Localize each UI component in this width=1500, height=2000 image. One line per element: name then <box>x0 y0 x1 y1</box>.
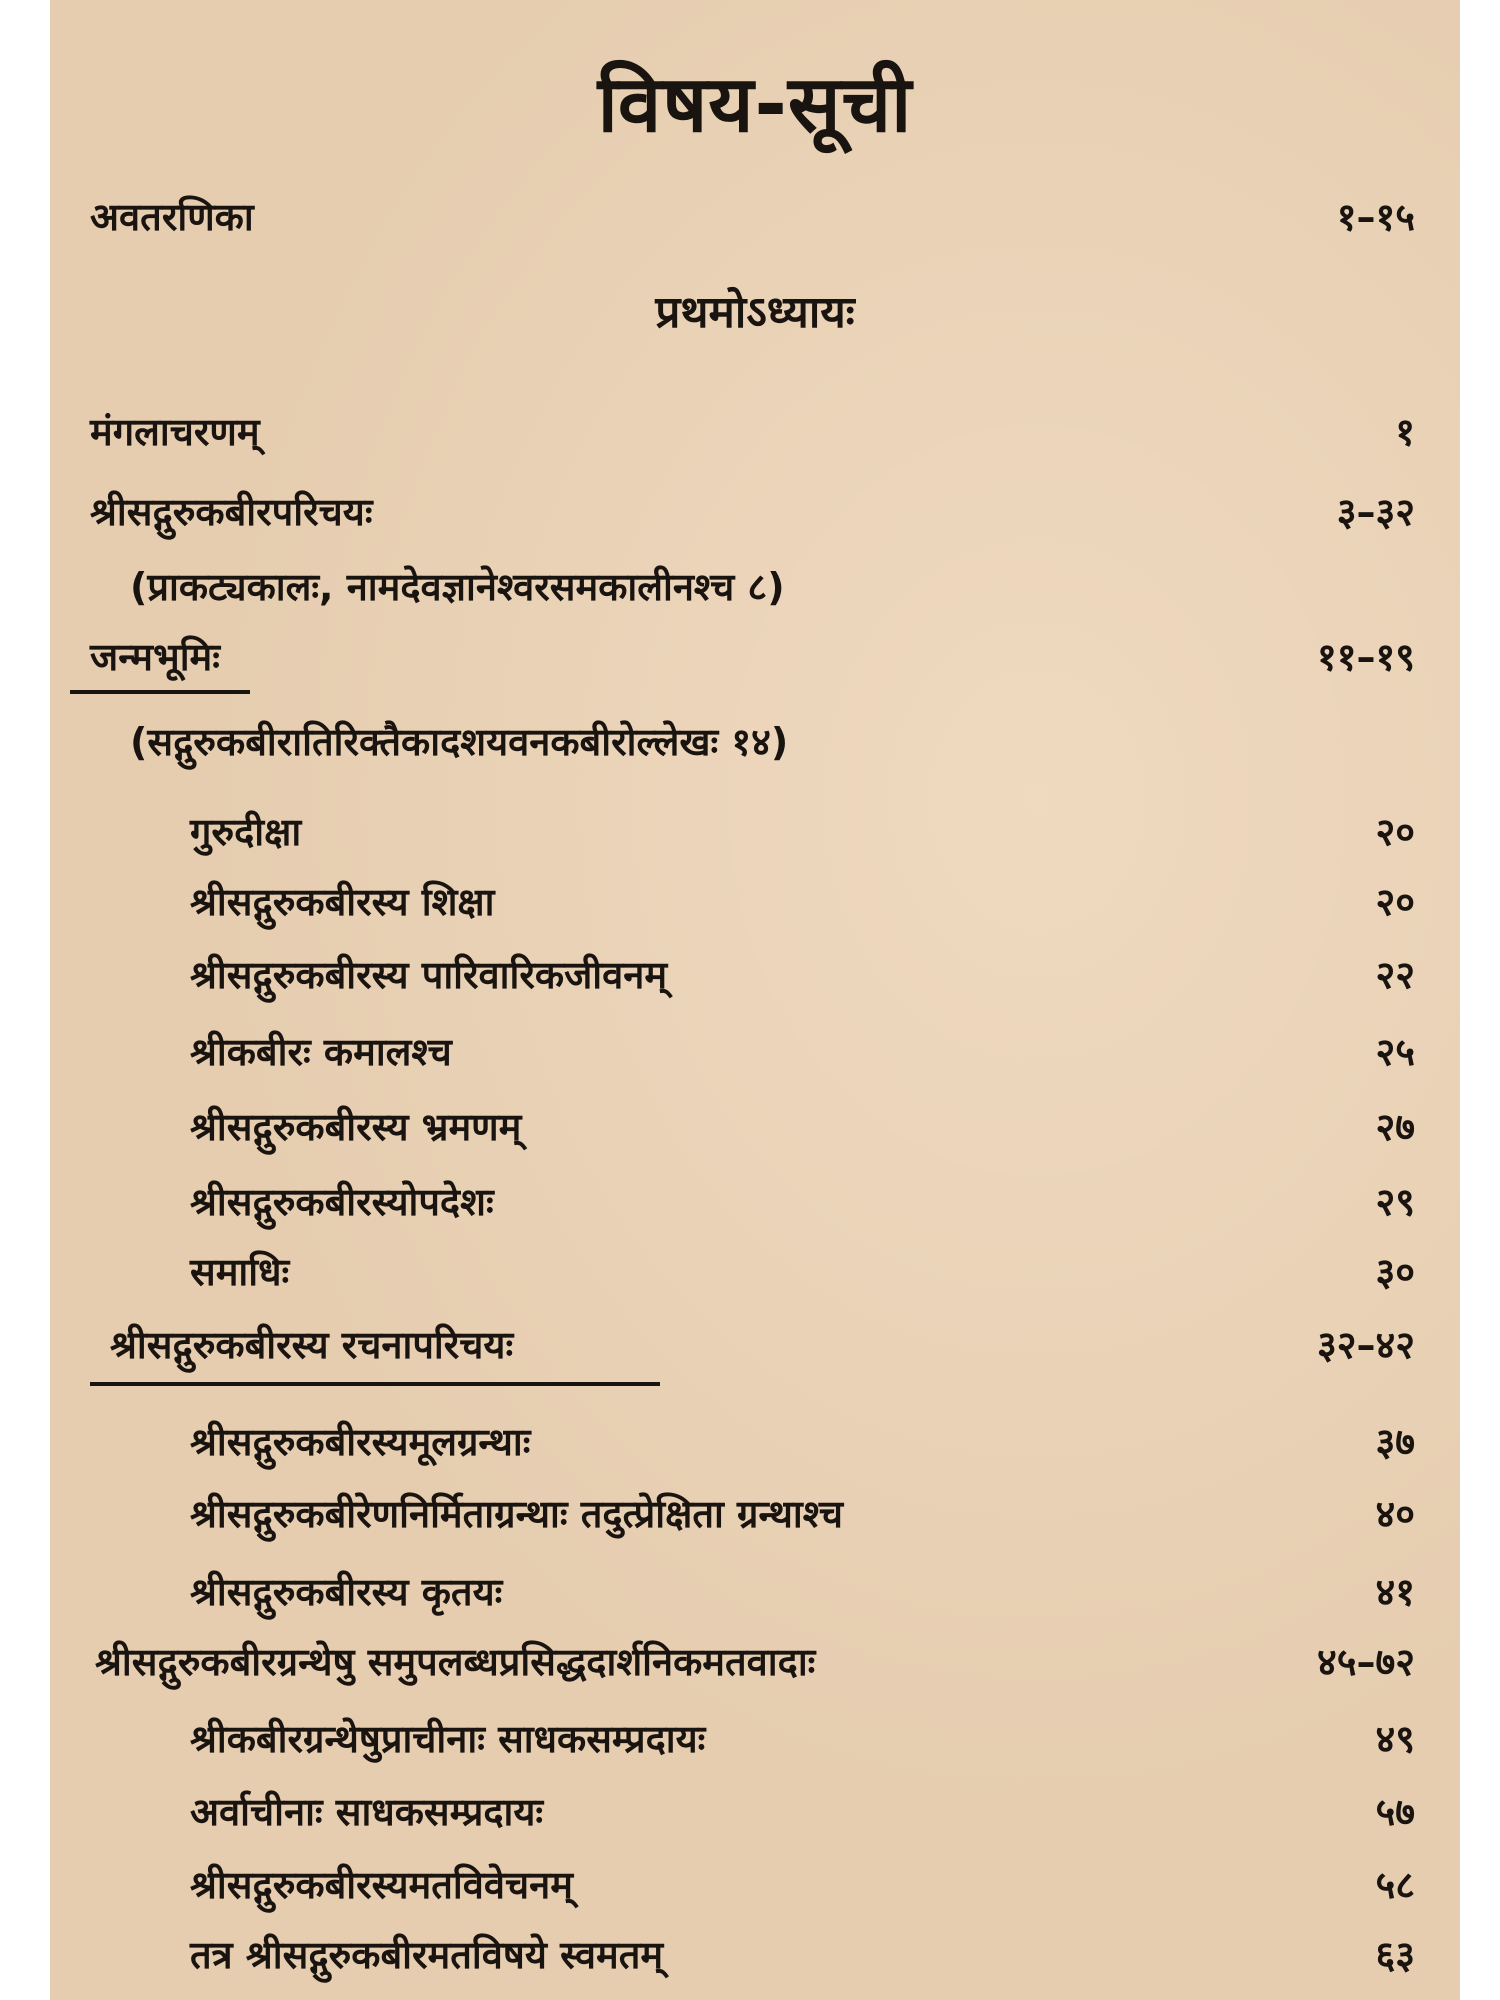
toc-entry <box>50 948 1460 1008</box>
toc-entry-label: श्रीसद्गुरुकबीरेणनिर्मिताग्रन्थाः तदुत्प्रेक्षिता ग्रन्थाश्च <box>190 1492 844 1536</box>
toc-entry <box>50 1565 1460 1625</box>
toc-entry-page: ४५–७२ <box>1316 1640 1415 1684</box>
toc-entry-page: २७ <box>1375 1105 1415 1149</box>
toc-entry-page: ४९ <box>1375 1717 1415 1761</box>
toc-entry <box>50 1858 1460 1918</box>
section-underline <box>70 690 250 694</box>
toc-entry-label: जन्मभूमिः <box>90 635 220 679</box>
toc-subnote-text: (प्राकट्यकालः, नामदेवज्ञानेश्वरसमकालीनश्च ८) <box>130 565 785 609</box>
toc-entry <box>50 1415 1460 1475</box>
toc-entry <box>50 1025 1460 1085</box>
chapter-heading: प्रथमोऽध्यायः <box>655 287 855 338</box>
toc-entry <box>50 805 1460 865</box>
toc-entry-page: २० <box>1375 810 1415 854</box>
toc-entry <box>50 1245 1460 1305</box>
toc-subnote-text: (सद्गुरुकबीरातिरिक्तैकादशयवनकबीरोल्लेखः १४) <box>130 720 789 764</box>
toc-entry <box>50 1175 1460 1235</box>
toc-entry-label: श्रीसद्गुरुकबीरस्य शिक्षा <box>190 880 495 924</box>
toc-entry <box>50 485 1460 545</box>
toc-entry-page: ५७ <box>1375 1790 1415 1834</box>
toc-entry-label: श्रीसद्गुरुकबीरस्य पारिवारिकजीवनम् <box>190 953 668 997</box>
toc-entry-page: ४० <box>1375 1492 1415 1536</box>
toc-entry-page: २० <box>1375 880 1415 924</box>
toc-entry-label: श्रीसद्गुरुकबीरस्य कृतयः <box>190 1570 503 1614</box>
toc-entry <box>50 1487 1460 1547</box>
toc-entry-label: तत्र श्रीसद्गुरुकबीरमतविषये स्वमतम् <box>190 1933 664 1977</box>
toc-entry <box>50 1928 1460 1988</box>
toc-entry-label: श्रीसद्गुरुकबीरपरिचयः <box>90 490 373 534</box>
toc-entry-page: ११–१९ <box>1316 635 1415 679</box>
toc-entry-page: २९ <box>1375 1180 1415 1224</box>
toc-entry <box>50 1785 1460 1845</box>
toc-entry <box>50 1635 1460 1695</box>
toc-entry-page: १ <box>1395 410 1415 454</box>
toc-entry-page: ३–३२ <box>1336 490 1415 534</box>
toc-entry-label: श्रीसद्गुरुकबीरस्य रचनापरिचयः <box>110 1323 514 1367</box>
toc-entry-label: श्रीसद्गुरुकबीरस्यमूलग्रन्थाः <box>190 1420 531 1464</box>
toc-entry-label: श्रीसद्गुरुकबीरग्रन्थेषु समुपलब्धप्रसिद्धदार्शनिकमतवादाः <box>95 1640 816 1684</box>
toc-entry <box>50 875 1460 935</box>
toc-entry <box>50 1318 1460 1378</box>
section-underline <box>90 1382 660 1386</box>
toc-entry <box>50 190 1460 250</box>
toc-entry-page: ५८ <box>1375 1863 1415 1907</box>
toc-entry <box>50 1100 1460 1160</box>
toc-entry-label: श्रीसद्गुरुकबीरस्यमतविवेचनम् <box>190 1863 573 1907</box>
toc-subnote <box>50 715 1460 775</box>
toc-subnote <box>50 560 1460 620</box>
toc-entry <box>50 630 1460 690</box>
toc-entry-page: ३० <box>1375 1250 1415 1294</box>
toc-entry <box>50 1712 1460 1772</box>
toc-entry-label: अर्वाचीनाः साधकसम्प्रदायः <box>190 1790 544 1834</box>
toc-entry-page: १–१५ <box>1336 195 1415 239</box>
toc-entry-label: समाधिः <box>190 1250 290 1294</box>
page-title: विषय-सूची <box>597 60 913 150</box>
toc-entry-page: २५ <box>1375 1030 1415 1074</box>
toc-entry-page: २२ <box>1375 953 1415 997</box>
toc-entry-label: श्रीकबीरग्रन्थेषुप्राचीनाः साधकसम्प्रदायः <box>190 1717 706 1761</box>
toc-entry <box>50 405 1460 465</box>
toc-entry-label: श्रीसद्गुरुकबीरस्य भ्रमणम् <box>190 1105 522 1149</box>
toc-entry-label: गुरुदीक्षा <box>190 810 302 854</box>
toc-entry-page: ६३ <box>1375 1933 1415 1977</box>
toc-entry-page: ३२–४२ <box>1316 1323 1415 1367</box>
toc-entry-label: श्रीकबीरः कमालश्च <box>190 1030 452 1074</box>
toc-entry-label: श्रीसद्गुरुकबीरस्योपदेशः <box>190 1180 494 1224</box>
toc-entry-page: ३७ <box>1375 1420 1415 1464</box>
book-page <box>50 0 1460 2000</box>
toc-entry-label: अवतरणिका <box>90 195 254 239</box>
toc-entry-label: मंगलाचरणम् <box>90 410 260 454</box>
toc-entry-page: ४१ <box>1375 1570 1415 1614</box>
